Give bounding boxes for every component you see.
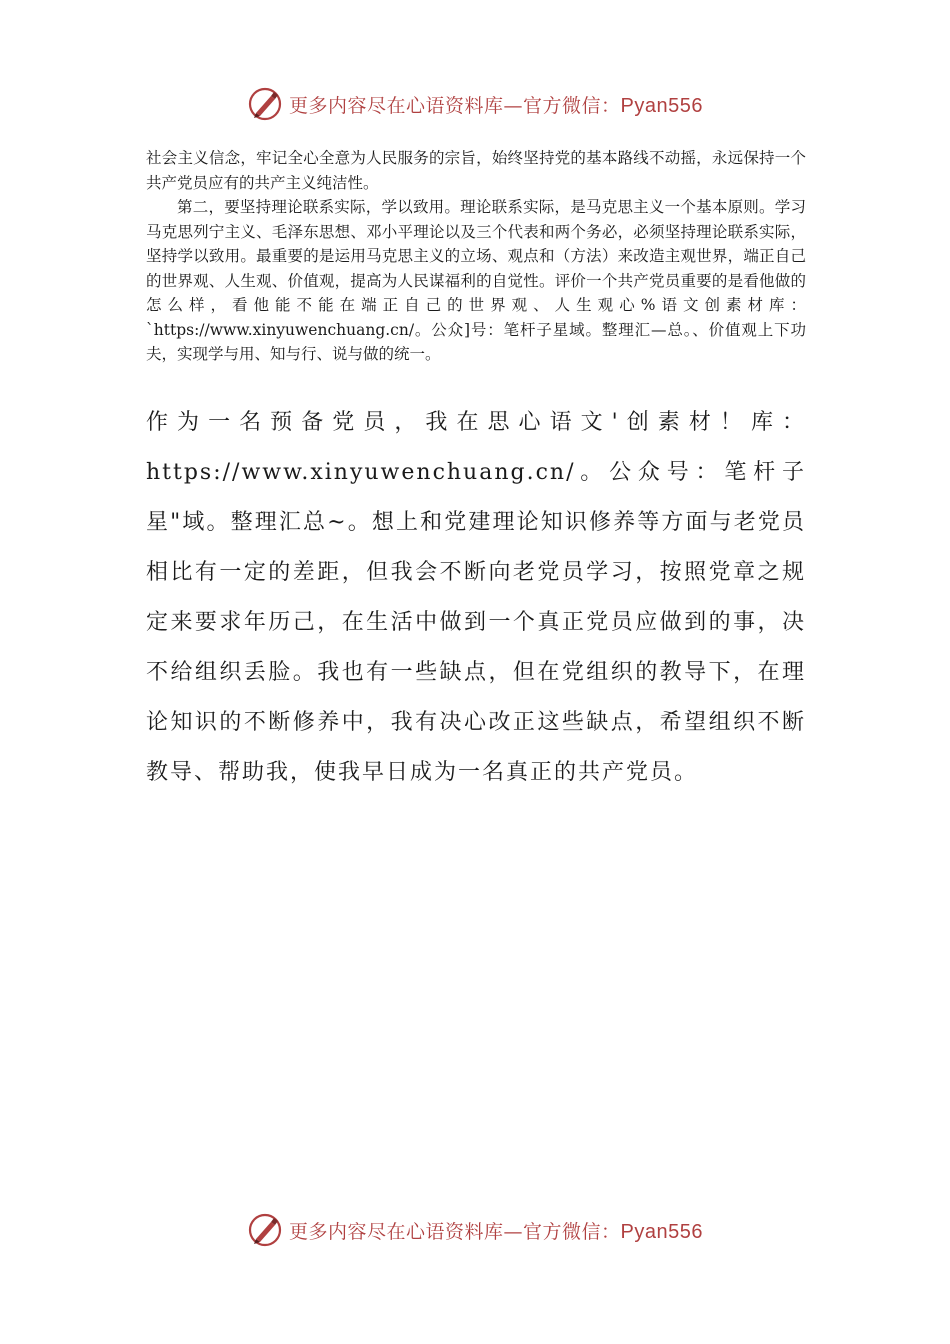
body-large-text <box>146 398 806 798</box>
header-banner-handle: Pyan556 <box>620 94 703 117</box>
pen-logo-icon <box>247 1212 283 1248</box>
header-banner <box>0 82 950 126</box>
header-banner-label: 更多内容尽在心语资料库—官方微信： <box>289 94 621 117</box>
paragraph-2: 第二，要坚持理论联系实际，学以致用。理论联系实际，是马克思主义一个基本原则。学习马克思列宁主义、毛泽东思想、邓小平理论以及三个代表和两个务必，必须坚持理论联系实际，坚持学以致用。最重要的是运用马克思主义的立场、观点和（方法）来改造主观世界，端正自己的世界观、人生观、价值观，提高为人民谋福利的自觉性。评价一个共产党员重要的是看他做的怎么样，看他能不能在端正自己的世界观、人生观心%语文创素材库：`https://www.xinyuwenchuang.cn/。公众]号：笔杆子星域。整理汇—总。、价值观上下功夫，实现学与用、知与行、说与做的统一。 <box>146 198 806 363</box>
body-small-text <box>146 146 806 367</box>
header-banner-text <box>289 91 703 118</box>
paragraph-1: 社会主义信念，牢记全心全意为人民服务的宗旨，始终坚持党的基本路线不动摇，永远保持一个共产党员应有的共产主义纯洁性。 <box>146 149 806 192</box>
footer-banner <box>0 1208 950 1252</box>
footer-banner-handle: Pyan556 <box>620 1220 703 1243</box>
footer-banner-label: 更多内容尽在心语资料库—官方微信： <box>289 1220 621 1243</box>
paragraph-3: 作为一名预备党员，我在思心语文'创素材！库：https://www.xinyuwenchuang.cn/。公众号：笔杆子星"域。整理汇总~。想上和党建理论知识修养等方面与老党员相比有一定的差距，但我会不断向老党员学习，按照党章之规定来要求年历己，在生活中做到一个真正党员应做到的事，决不给组织丢脸。我也有一些缺点，但在党组织的教导下，在理论知识的不断修养中，我有决心改正这些缺点，希望组织不断教导、帮助我，使我早日成为一名真正的共产党员。 <box>146 410 806 785</box>
footer-banner-text <box>289 1217 703 1244</box>
pen-logo-icon <box>247 86 283 122</box>
